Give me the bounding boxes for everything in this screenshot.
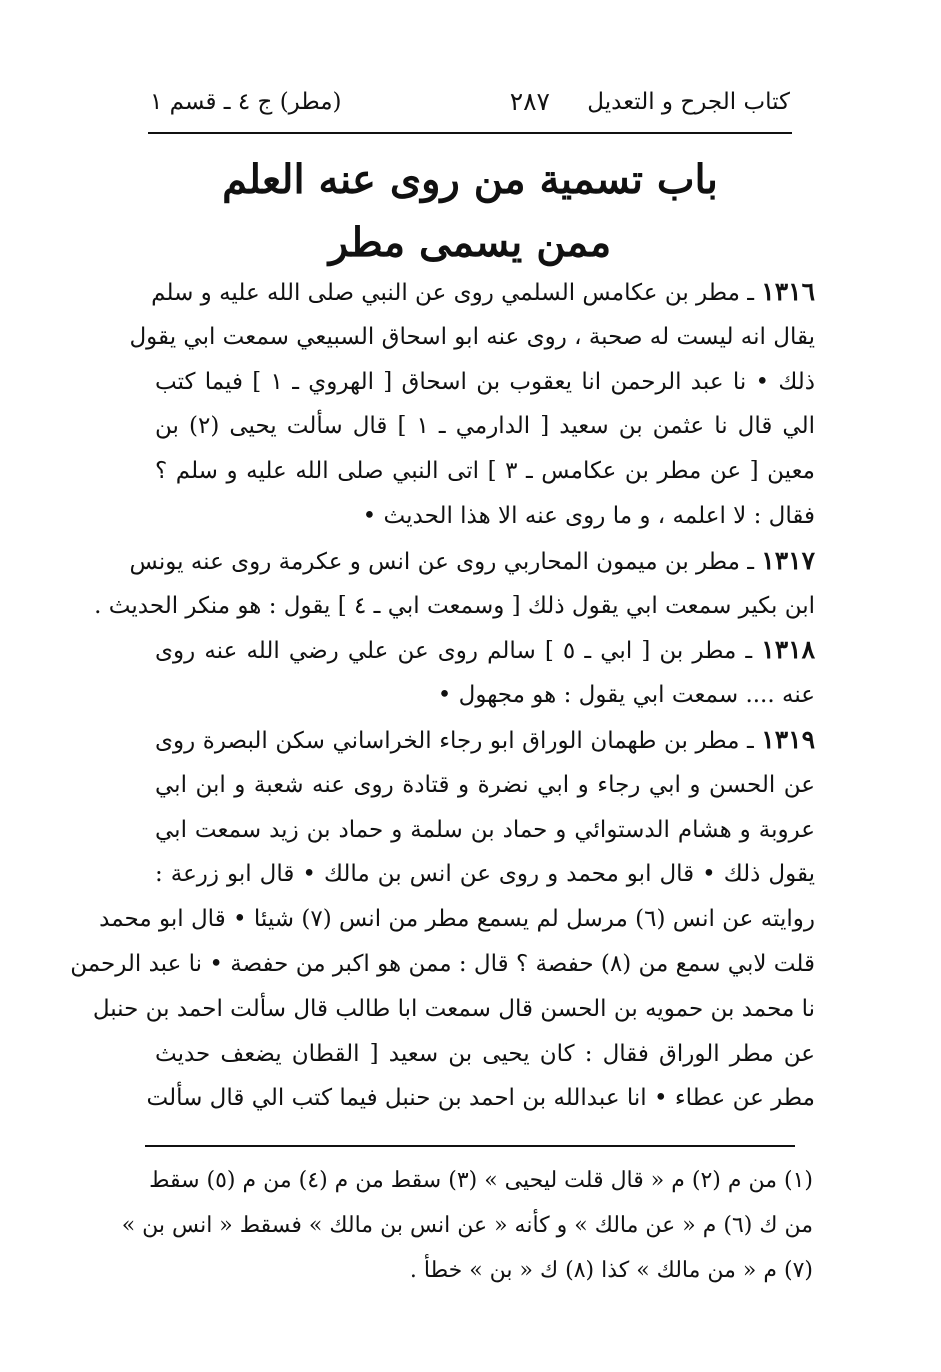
line-text: ـ مطر بن طهمان الوراق ابو رجاء الخراساني سكن البصرة روى	[155, 727, 762, 754]
body-line	[146, 1076, 815, 1121]
line-text: الي قال نا عثمن بن سعيد [ الدارمي ـ ١ ] قال سألت يحيى (٢) بن	[155, 413, 816, 440]
body-line	[99, 897, 815, 942]
body-line	[70, 942, 815, 987]
footnote-line: من ك (٦) م « عن مالك » و كأنه « عن انس بن مالك » فسقط « انس بن »	[121, 1213, 813, 1238]
line-text: مطر عن عطاء • انا عبدالله بن احمد بن حنبل فيما كتب الي قال سألت	[146, 1085, 815, 1112]
body-line	[94, 584, 815, 629]
line-text: ـ مطر بن عكامس السلمي روى عن النبي صلى الله عليه و سلم	[151, 280, 762, 306]
line-text: ذلك • نا عبد الرحمن انا يعقوب بن اسحاق [ الهروي ـ ١ ] فيما كتب	[155, 368, 816, 395]
body-line	[155, 404, 815, 449]
body-line	[155, 494, 815, 539]
entry-number: ١٣١٩	[761, 724, 815, 754]
body-line	[151, 270, 815, 315]
body-line	[155, 449, 815, 494]
body-line	[155, 1032, 815, 1077]
body-line	[129, 315, 815, 360]
body-text	[70, 270, 816, 1121]
entry-number: ١٣١٧	[761, 545, 815, 575]
line-text: نا محمد بن حمويه بن الحسن قال سمعت ابا طالب قال سألت احمد بن حنبل	[92, 995, 815, 1022]
body-line	[155, 763, 815, 808]
line-text: قلت لابي سمع من (٨) حفصة ؟ قال : ممن هو اكبر من حفصة • نا عبد الرحمن	[70, 950, 815, 977]
body-line	[92, 987, 815, 1032]
header-rule	[148, 132, 792, 134]
line-text: ابن بكير سمعت ابي يقول ذلك [ وسمعت ابي ـ ٤ ] يقول : هو منكر الحديث .	[94, 592, 815, 619]
line-text: عن الحسن و ابي رجاء و ابي نضرة و قتادة روى عنه شعبة و ابن ابي	[155, 771, 815, 798]
body-line	[155, 628, 815, 673]
footnote-line: (١) من م (٢) م « قال قلت ليحيى » (٣) سقط من م (٤) من م (٥) سقط	[149, 1168, 813, 1193]
footnote-line: (٧) م « من مالك » كذا (٨) ك « بن » خطأ .	[409, 1258, 813, 1283]
chapter-subtitle: ممن يسمى مطر	[328, 219, 612, 266]
line-text: فقال : لا اعلمه ، و ما روى عنه الا هذا الحديث •	[362, 502, 815, 529]
line-text: معين [ عن مطر بن عكامس ـ ٣ ] اتى النبي صلى الله عليه و سلم ؟	[155, 458, 815, 485]
body-line	[155, 673, 815, 718]
body-line	[155, 360, 815, 405]
body-line	[129, 539, 815, 584]
footnotes	[121, 1158, 813, 1293]
body-line	[155, 808, 815, 853]
line-text: يقول ذلك • قال ابو محمد و روى عن انس بن مالك • قال ابو زرعة :	[155, 861, 815, 888]
entry-number: ١٣١٦	[761, 277, 815, 306]
body-line	[155, 718, 815, 763]
page-number: ٢٨٧	[509, 87, 550, 116]
chapter-title: باب تسمية من روى عنه العلم	[222, 156, 718, 203]
section-label: (مطر) ج ٤ ـ قسم ١	[150, 89, 342, 115]
entry-number: ١٣١٨	[761, 635, 815, 665]
line-text: ـ مطر بن ميمون المحاربي روى عن انس و عكرمة روى عنه يونس	[129, 548, 762, 575]
footnote-rule	[145, 1145, 795, 1147]
line-text: يقال انه ليست له صحبة ، روى عنه ابو اسحاق السبيعي سمعت ابي يقول	[129, 323, 815, 350]
line-text: ـ مطر بن [ ابي ـ ٥ ] سالم روى عن علي رضي الله عنه روى	[155, 638, 762, 665]
running-header	[150, 82, 790, 122]
book-title: كتاب الجرح و التعديل	[587, 89, 790, 115]
line-text: عن مطر الوراق فقال : كان يحيى بن سعيد [ القطان يضعف حديث	[155, 1040, 815, 1067]
body-line	[155, 852, 815, 897]
line-text: روايته عن انس (٦) مرسل لم يسمع مطر من انس (٧) شيئا • قال ابو محمد	[99, 906, 815, 933]
line-text: عنه .... سمعت ابي يقول : هو مجهول •	[437, 682, 815, 709]
line-text: عروبة و هشام الدستوائي و حماد بن سلمة و حماد بن زيد سمعت ابي	[155, 816, 815, 843]
